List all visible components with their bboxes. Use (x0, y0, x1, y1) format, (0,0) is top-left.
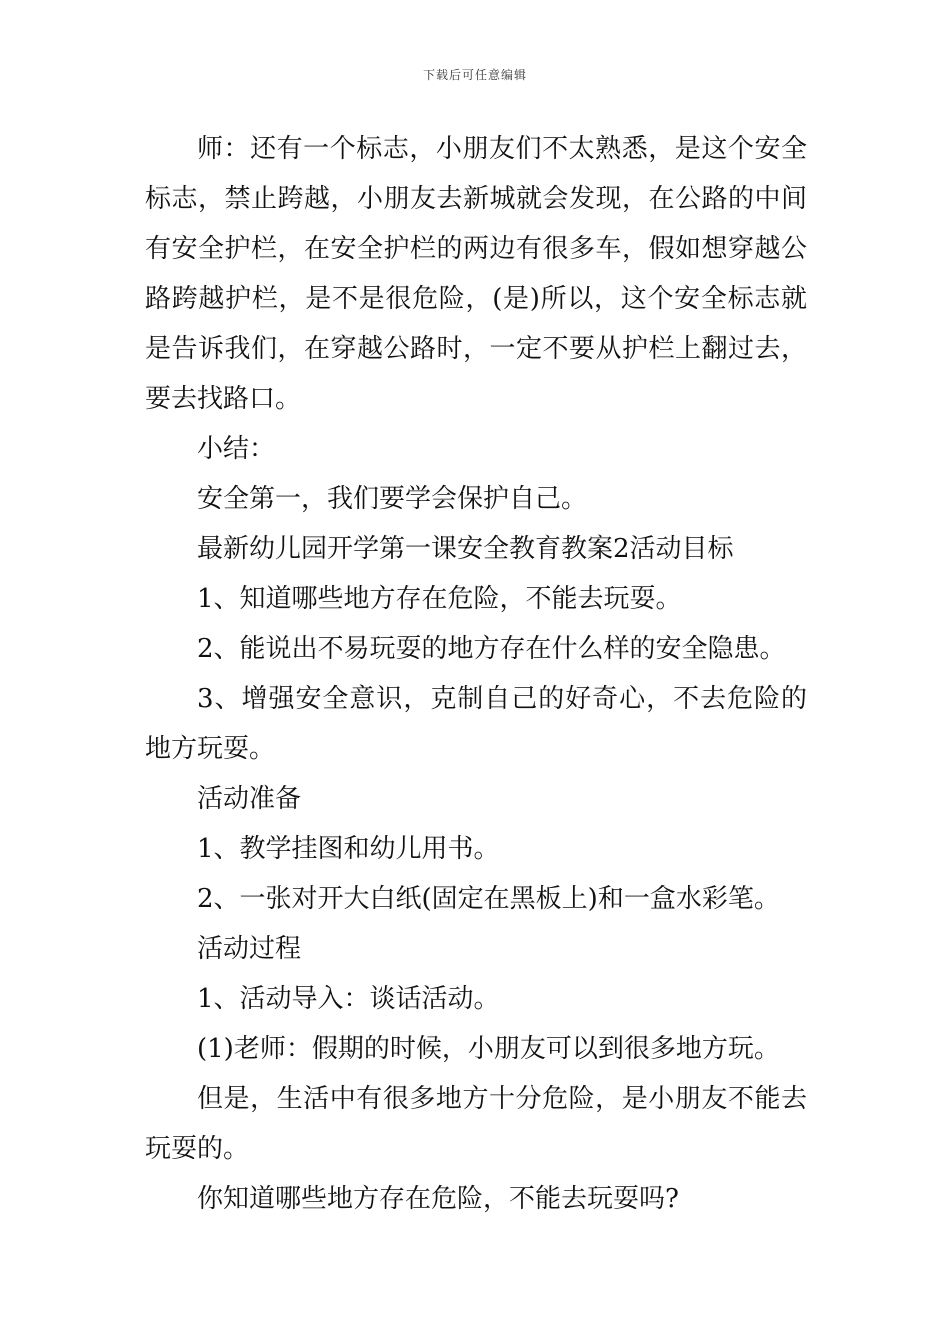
paragraph-goal-3: 3、增强安全意识，克制自己的好奇心，不去危险的地方玩耍。 (145, 684, 807, 764)
paragraph-goal-2: 2、能说出不易玩耍的地方存在什么样的安全隐患。 (197, 634, 786, 664)
paragraph-process-question: 你知道哪些地方存在危险，不能去玩耍吗? (197, 1184, 679, 1214)
paragraph-process-1-1: (1)老师：假期的时候，小朋友可以到很多地方玩。 (197, 1034, 780, 1064)
paragraph-prep-2: 2、一张对开大白纸(固定在黑板上)和一盒水彩笔。 (197, 884, 780, 914)
paragraph-summary-label: 小结： (197, 434, 276, 464)
paragraph-prep-1: 1、教学挂图和幼儿用书。 (197, 834, 500, 864)
paragraph-process-heading: 活动过程 (197, 934, 302, 964)
document-body (145, 124, 807, 1224)
paragraph-summary-text: 安全第一，我们要学会保护自己。 (197, 484, 588, 514)
paragraph-prep-heading: 活动准备 (197, 784, 302, 814)
paragraph-process-dangers: 但是，生活中有很多地方十分危险，是小朋友不能去玩耍的。 (145, 1084, 807, 1164)
paragraph-process-1: 1、活动导入：谈话活动。 (197, 984, 500, 1014)
paragraph-lesson-title: 最新幼儿园开学第一课安全教育教案2活动目标 (197, 534, 734, 564)
paragraph-teacher-safety-sign: 师：还有一个标志，小朋友们不太熟悉，是这个安全标志，禁止跨越，小朋友去新城就会发现，在公路的中间有安全护栏，在安全护栏的两边有很多车，假如想穿越公路跨越护栏，是不是很危险，(是)所以，这个安全标志就是告诉我们，在穿越公路时，一定不要从护栏上翻过去，要去找路口。 (145, 134, 807, 414)
page-header-note: 下载后可任意编辑 (422, 68, 527, 82)
paragraph-goal-1: 1、知道哪些地方存在危险，不能去玩耍。 (197, 584, 682, 614)
